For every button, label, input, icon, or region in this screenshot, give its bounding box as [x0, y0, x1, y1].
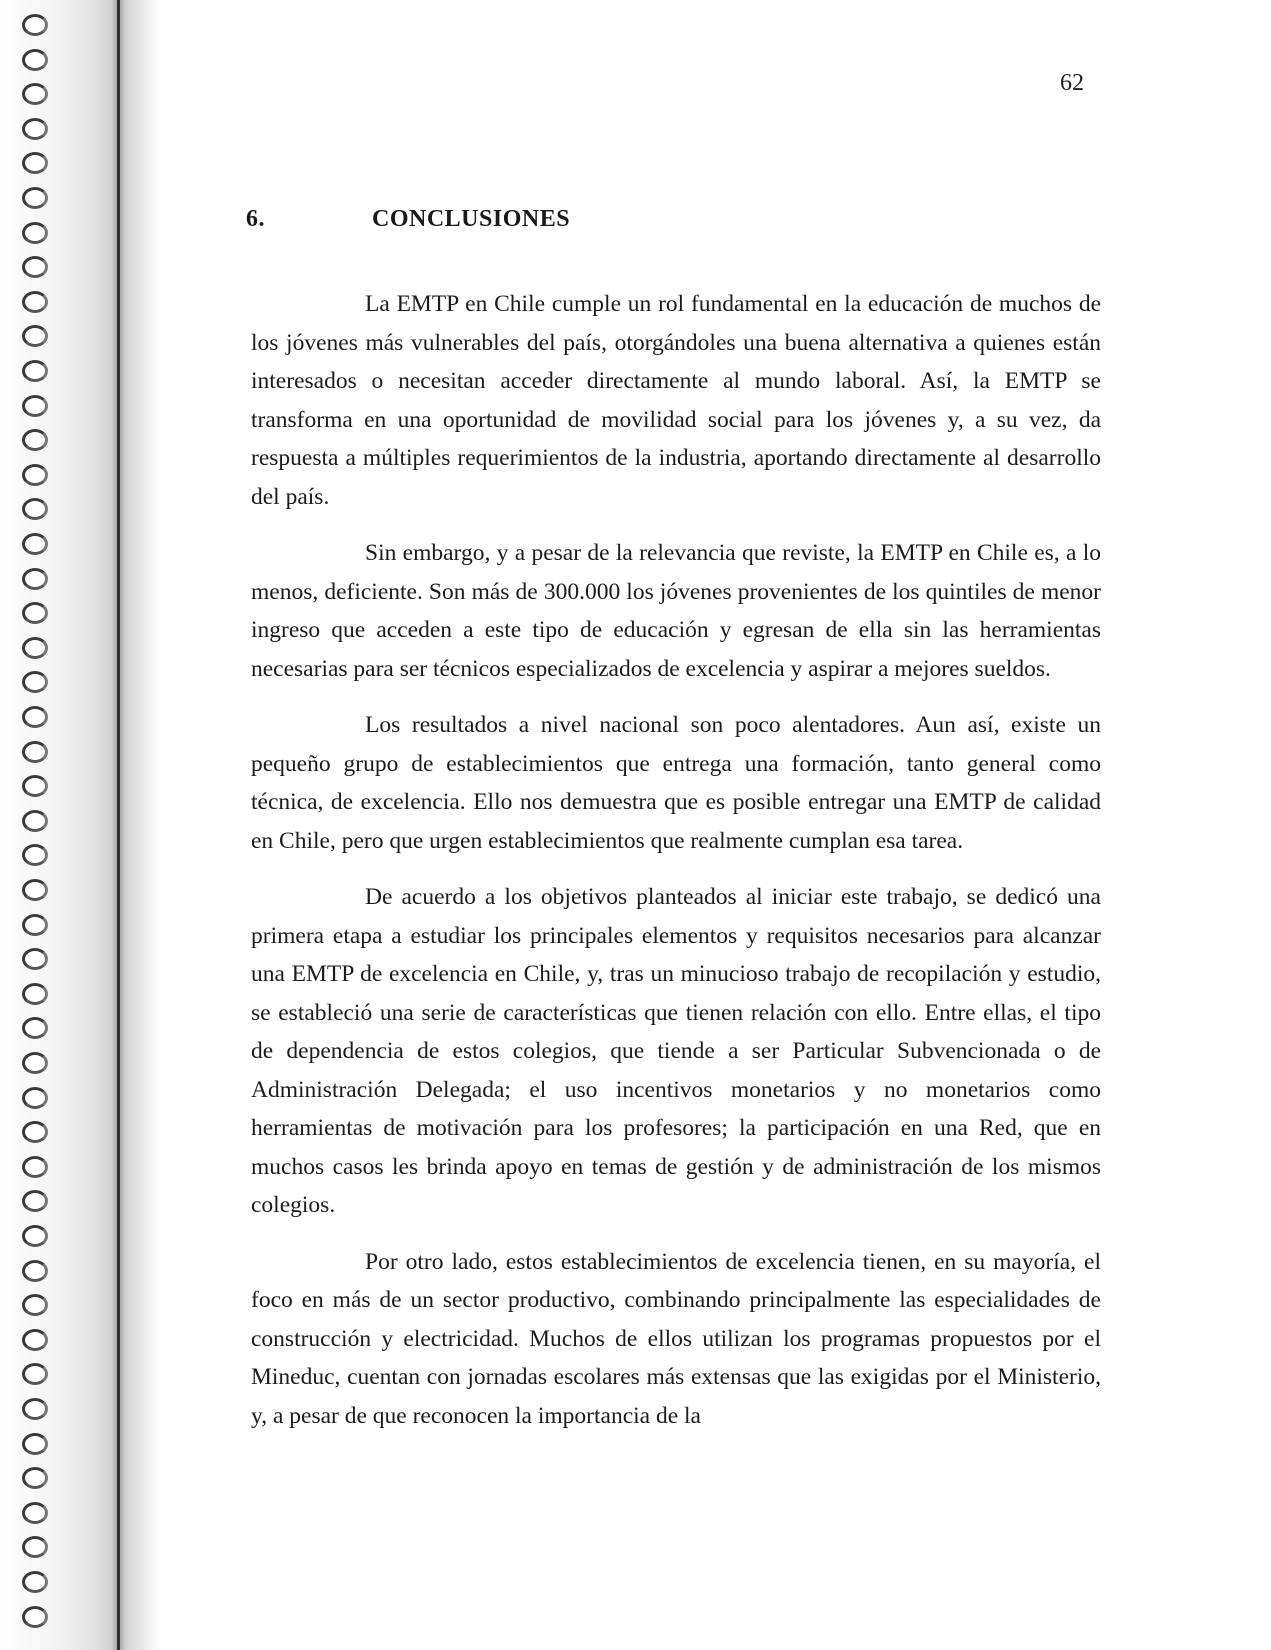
binder-hole [22, 810, 48, 832]
binder-hole [22, 1502, 48, 1524]
binder-hole [22, 533, 48, 555]
page-number: 62 [1060, 70, 1084, 96]
binder-hole [22, 775, 48, 797]
binder-hole [22, 256, 48, 278]
binder-hole [22, 948, 48, 970]
binder-hole [22, 464, 48, 486]
binder-hole [22, 291, 48, 313]
binder-hole [22, 1398, 48, 1420]
binder-hole [22, 118, 48, 140]
binder-hole [22, 1571, 48, 1593]
binder-hole [22, 1260, 48, 1282]
body-text [251, 285, 1101, 1453]
binder-hole [22, 1363, 48, 1385]
binder-hole [22, 1294, 48, 1316]
paragraph: Sin embargo, y a pesar de la relevancia que reviste, la EMTP en Chile es, a lo menos, deficiente. Son más de 300.000 los jóvenes provenientes de los quintiles de menor ingreso que acceden a este tipo de educación y egresan de ella sin las herramientas necesarias para ser técnicos especializados de excelencia y aspirar a mejores sueldos. [251, 540, 1101, 682]
binder-hole [22, 706, 48, 728]
binder-hole [22, 1087, 48, 1109]
binder-hole [22, 637, 48, 659]
binding-spine [117, 0, 120, 1650]
binder-hole [22, 1190, 48, 1212]
binder-hole [22, 983, 48, 1005]
binder-hole [22, 879, 48, 901]
binder-hole [22, 1467, 48, 1489]
section-heading [246, 206, 570, 233]
binder-hole [22, 1156, 48, 1178]
binder-hole [22, 360, 48, 382]
section-title: CONCLUSIONES [372, 206, 571, 232]
binder-hole [22, 14, 48, 36]
paragraph: Los resultados a nivel nacional son poco alentadores. Aun así, existe un pequeño grupo de establecimientos que entrega una formación, tanto general como técnica, de excelencia. Ello nos demuestra que es posible entregar una EMTP de calidad en Chile, pero que urgen establecimientos que realmente cumplan esa tarea. [251, 712, 1101, 854]
binder-hole [22, 1121, 48, 1143]
binder-hole [22, 83, 48, 105]
binder-hole [22, 671, 48, 693]
binder-hole [22, 568, 48, 590]
binder-hole [22, 1433, 48, 1455]
binder-hole [22, 1225, 48, 1247]
binder-hole [22, 152, 48, 174]
binder-hole [22, 1329, 48, 1351]
binder-hole [22, 602, 48, 624]
binder-hole [22, 844, 48, 866]
binder-hole [22, 741, 48, 763]
binder-hole [22, 498, 48, 520]
binder-hole [22, 1536, 48, 1558]
binder-hole [22, 187, 48, 209]
binder-hole [22, 429, 48, 451]
binder-hole [22, 1017, 48, 1039]
paragraph: Por otro lado, estos establecimientos de excelencia tienen, en su mayoría, el foco en más de un sector productivo, combinando principalmente las especialidades de construcción y electricidad. Muchos de ellos utilizan los programas propuestos por el Mineduc, cuentan con jornadas escolares más extensas que las exigidas por el Ministerio, y, a pesar de que reconocen la importancia de la [251, 1248, 1101, 1429]
binder-hole [22, 222, 48, 244]
binder-hole [22, 395, 48, 417]
binder-hole [22, 914, 48, 936]
binder-hole [22, 1606, 48, 1628]
binder-hole [22, 325, 48, 347]
binder-hole [22, 49, 48, 71]
binder-hole [22, 1052, 48, 1074]
section-number: 6. [246, 206, 265, 232]
paragraph: La EMTP en Chile cumple un rol fundamental en la educación de muchos de los jóvenes más vulnerables del país, otorgándoles una buena alternativa a quienes están interesados o necesitan acceder directamente al mundo laboral. Así, la EMTP se transforma en una oportunidad de movilidad social para los jóvenes y, a su vez, da respuesta a múltiples requerimientos de la industria, aportando directamente al desarrollo del país. [251, 291, 1101, 510]
paragraph: De acuerdo a los objetivos planteados al iniciar este trabajo, se dedicó una primera etapa a estudiar los principales elementos y requisitos necesarios para alcanzar una EMTP de excelencia en Chile, y, tras un minucioso trabajo de recopilación y estudio, se estableció una serie de características que tienen relación con ello. Entre ellas, el tipo de dependencia de estos colegios, que tiende a ser Particular Subvencionada o de Administración Delegada; el uso incentivos monetarios y no monetarios como herramientas de motivación para los profesores; la participación en una Red, que en muchos casos les brinda apoyo en temas de gestión y de administración de los mismos colegios. [251, 884, 1101, 1218]
ring-binding-holes [22, 14, 48, 1644]
